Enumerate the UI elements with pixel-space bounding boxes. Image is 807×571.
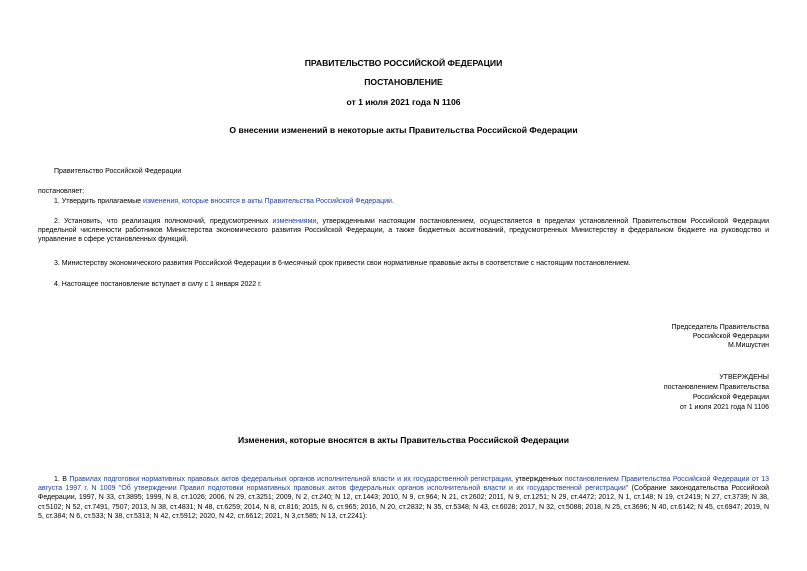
approved-org: Российской Федерации xyxy=(692,394,769,401)
government-heading: ПРАВИТЕЛЬСТВО РОССИЙСКОЙ ФЕДЕРАЦИИ xyxy=(304,58,503,68)
decree-text: постановляет: xyxy=(38,188,85,195)
changes-link-2[interactable]: изменениями xyxy=(272,218,317,225)
signature-name: М.Мишустин xyxy=(727,342,769,349)
document-date: от 1 июля 2021 года N 1106 xyxy=(346,97,461,107)
paragraph-1: 1. Утвердить прилагаемые изменения, которые вносятся в акты Правительства Российской Федерации. xyxy=(54,198,394,205)
signature-org: Российской Федерации xyxy=(692,333,769,340)
approved-date: от 1 июля 2021 года N 1106 xyxy=(679,404,769,411)
paragraph-3: 3. Министерству экономического развития Российской Федерации в 6-месячный срок привести свои нормативные правовые акты в соответствие с настоящим постановлением. xyxy=(54,260,631,267)
paragraph-4: 4. Настоящее постановление вступает в силу с 1 января 2022 г. xyxy=(54,281,262,288)
document-type: ПОСТАНОВЛЕНИЕ xyxy=(364,77,443,87)
approved-label: УТВЕРЖДЕНЫ xyxy=(719,374,769,381)
changes-title: Изменения, которые вносятся в акты Правительства Российской Федерации xyxy=(237,435,569,445)
approved-by: постановлением Правительства xyxy=(663,384,769,391)
changes-link[interactable]: изменения, которые вносятся в акты Правительства Российской Федерации xyxy=(142,198,392,205)
intro-text: Правительство Российской Федерации xyxy=(54,168,182,175)
document-title: О внесении изменений в некоторые акты Правительства Российской Федерации xyxy=(229,125,578,135)
resolution-link[interactable]: постановлением Правительства Российской Федерации от 13 августа 1997 г. N 1009 "Об утверждении Правил подготовки нормативных правовых актов федеральных органов исполнительной власти и их государственной регистрации" xyxy=(38,476,769,493)
paragraph-2: 2. Установить, что реализация полномочий, предусмотренных изменениями, утвержденными настоящим постановлением, осуществляется в пределах установленной Правительством Российской Федерации предельной численности работников Министерства экономического развития Российской Федерации, а также бюджетных ассигнований, предусмотренных Министерству в федеральном бюджете на руководство и управление в сфере установленных функций. xyxy=(38,218,769,244)
rules-link[interactable]: Правилах подготовки нормативных правовых актов федеральных органов исполнительной власти и их государственной регистрации xyxy=(69,476,511,483)
signature-position: Председатель Правительства xyxy=(671,324,769,331)
changes-paragraph-1: 1. В Правилах подготовки нормативных правовых актов федеральных органов исполнительной власти и их государственной регистрации, утвержденных постановлением Правительства Российской Федерации от 13 августа 1997 г. N 1009 "Об утверждении Правил подготовки нормативных правовых актов федеральных органов исполнительной власти и их государственной регистрации" (Собрание законодательства Российской Федерации, 1997, N 33, ст.3895; 1999, N 8, ст.1026; 2006, N 29, ст.3251; 2009, N 2, ст.240; N 12, ст.1443; 2010, N 9, ст.964; N 21, ст.2602; 2011, N 9, ст.1251; N 29, ст.4472; 2012, N 1, ст.148; N 19, ст.2419; N 27, ст.3739; N 38, ст.5102; N 52, ст.7491, 7507; 2013, N 38, ст.4831; N 48, ст.6259; 2014, N 8, ст.816; 2015, N 6, ст.965; 2016, N 20, ст.2832; N 35, ст.5348; N 43, ст.6028; 2017, N 32, ст.5088; 2018, N 25, ст.3696; N 40, ст.6142; N 45, ст.6947; 2019, N 5, ст.384; N 6, ст.533; N 38, ст.5313; N 42, ст.5912; 2020, N 42, ст.6612; 2021, N 3,ст.585; N 13, ст.2241): xyxy=(38,476,770,520)
